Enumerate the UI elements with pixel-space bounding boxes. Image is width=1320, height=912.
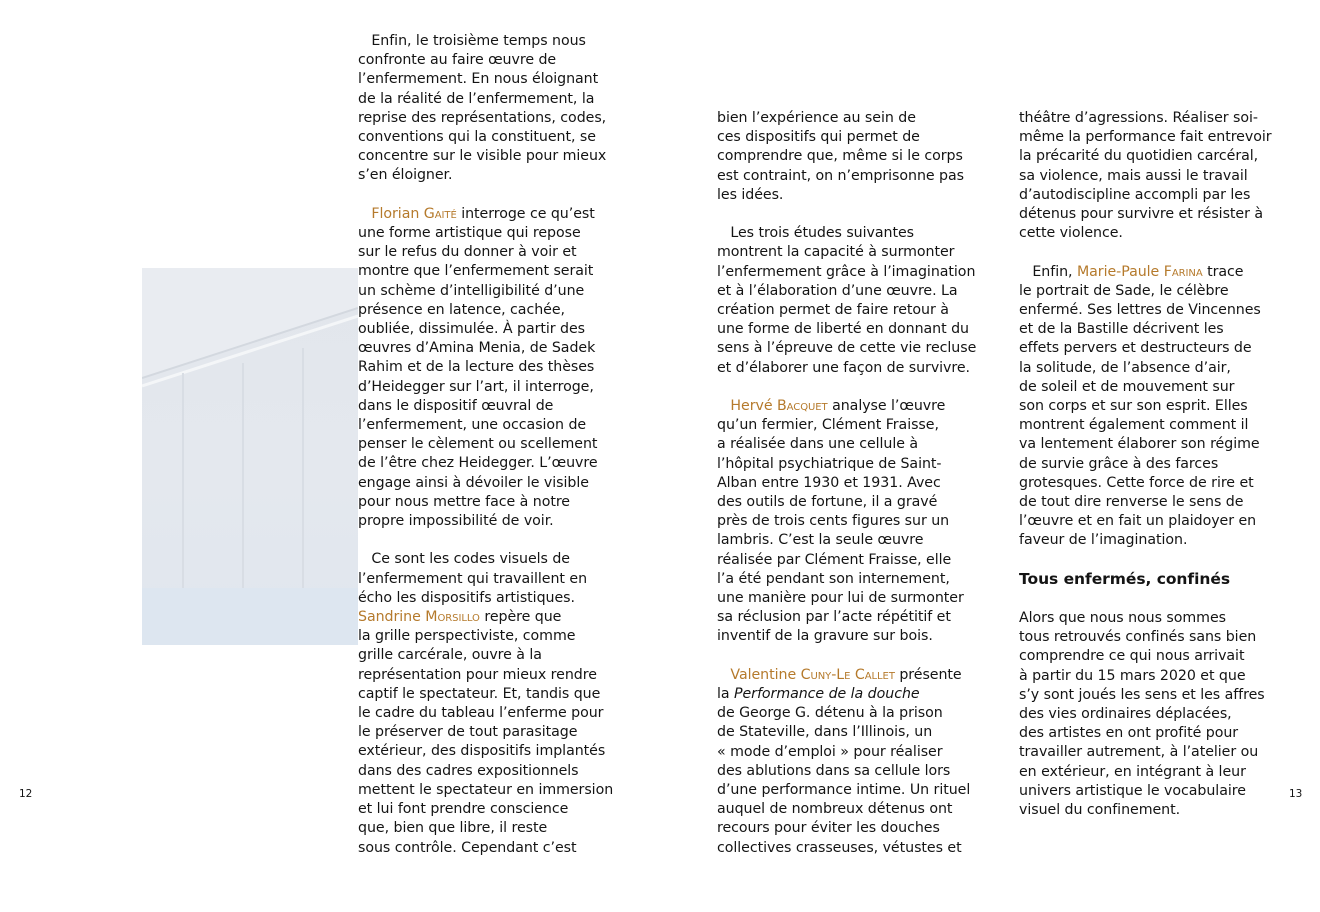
text-line: Alban entre 1930 et 1931. Avec — [717, 474, 941, 491]
paragraph — [717, 224, 976, 378]
text-line — [358, 205, 613, 224]
text-line: dans le dispositif œuvral de — [358, 397, 554, 414]
author-first-name: Hervé — [730, 398, 773, 415]
text-line: dans des cadres expositionnels — [358, 762, 579, 779]
text-line: Rahim et de la lecture des thèses — [358, 359, 595, 376]
paragraph — [1019, 609, 1272, 820]
section-heading: Tous enfermés, confinés — [1019, 569, 1230, 588]
text-line: réalisée par Clément Fraisse, elle — [717, 551, 952, 568]
text-line: va lentement élaborer son régime — [1019, 436, 1260, 453]
text-line: inventif de la gravure sur bois. — [717, 628, 933, 645]
text-line: de soleil et de mouvement sur — [1019, 378, 1235, 395]
text-column-1 — [358, 32, 613, 858]
text-line: et lui font prendre conscience — [358, 801, 569, 818]
text-fragment: présente — [894, 666, 962, 683]
text-line: travailler autrement, à l’atelier ou — [1019, 744, 1259, 761]
text-line: et de la Bastille décrivent les — [1019, 321, 1224, 338]
text-line: tous retrouvés confinés sans bien — [1019, 629, 1257, 646]
paragraph-body — [358, 627, 613, 857]
paragraph-body — [717, 704, 976, 858]
text-line: de la réalité de l’enfermement, la — [358, 90, 595, 107]
text-line: la précarité du quotidien carcéral, — [1019, 148, 1259, 165]
text-fragment: interroge ce qu’est — [456, 205, 595, 222]
author-last-name: Cuny-Le Callet — [800, 666, 895, 683]
text-line: l’enfermement grâce à l’imagination — [717, 263, 976, 280]
text-line: théâtre d’agressions. Réaliser soi- — [1019, 110, 1258, 126]
text-line: la solitude, de l’absence d’air, — [1019, 359, 1231, 376]
text-line: enfermé. Ses lettres de Vincennes — [1019, 302, 1261, 319]
text-line: et d’élaborer une façon de survivre. — [717, 359, 971, 376]
text-line — [717, 397, 976, 416]
author-name — [358, 609, 480, 625]
text-line: montrent la capacité à surmonter — [717, 244, 955, 261]
text-line: l’enfermement. En nous éloignant — [358, 71, 599, 88]
floor-area — [142, 588, 358, 645]
text-line: les idées. — [717, 186, 784, 203]
text-line: à partir du 15 mars 2020 et que — [1019, 667, 1246, 684]
paragraph-body — [358, 550, 613, 608]
author-last-name: Bacquet — [776, 398, 828, 415]
text-fragment: Enfin, — [1032, 263, 1077, 280]
artwork-title: Performance de la douche — [734, 686, 920, 703]
text-line: s’y sont joués les sens et les affres — [1019, 686, 1265, 703]
text-line: ces dispositifs qui permet de — [717, 129, 920, 146]
text-line: détenus pour survivre et résister à — [1019, 206, 1263, 223]
text-line: présence en latence, cachée, — [358, 301, 565, 318]
text-line: montre que l’enfermement serait — [358, 263, 594, 280]
text-fragment: analyse l’œuvre — [827, 398, 946, 415]
text-line: sens à l’épreuve de cette vie recluse — [717, 340, 977, 357]
paragraph — [717, 666, 976, 858]
text-line — [717, 685, 976, 704]
text-line: de survie grâce à des farces — [1019, 455, 1219, 472]
panel-line — [242, 363, 244, 593]
text-line: propre impossibilité de voir. — [358, 513, 554, 530]
text-line: sa violence, mais aussi le travail — [1019, 167, 1248, 184]
text-line: faveur de l’imagination. — [1019, 532, 1188, 549]
text-line: œuvres d’Amina Menia, de Sadek — [358, 340, 596, 357]
paragraph-body — [717, 416, 976, 646]
text-line: montrent également comment il — [1019, 417, 1249, 434]
author-first-name: Florian — [371, 205, 420, 222]
paragraph-body — [358, 224, 613, 531]
paragraph — [717, 397, 976, 647]
text-line: le portrait de Sade, le célèbre — [1019, 282, 1229, 299]
text-line: est contraint, on n’emprisonne pas — [717, 167, 964, 184]
text-line: Alors que nous nous sommes — [1019, 610, 1226, 627]
text-line: même la performance fait entrevoir — [1019, 129, 1272, 146]
text-line: que, bien que libre, il reste — [358, 820, 548, 837]
paragraph — [1019, 263, 1272, 551]
text-line: en extérieur, en intégrant à leur — [1019, 763, 1246, 780]
author-name — [371, 206, 456, 222]
text-line: Les trois études suivantes — [717, 225, 914, 242]
author-last-name: Morsillo — [425, 609, 480, 626]
text-line: lambris. C’est la seule œuvre — [717, 532, 924, 549]
text-line: le préserver de tout parasitage — [358, 724, 578, 741]
text-line: l’hôpital psychiatrique de Saint- — [717, 455, 942, 472]
text-line — [717, 666, 976, 685]
text-line: reprise des représentations, codes, — [358, 109, 607, 126]
interior-photo — [142, 268, 358, 645]
text-line: effets pervers et destructeurs de — [1019, 340, 1252, 357]
text-line: d’autodiscipline accompli par les — [1019, 186, 1251, 203]
author-name — [730, 667, 895, 683]
author-first-name: Marie-Paule — [1076, 263, 1160, 280]
text-line: Enfin, le troisième temps nous — [358, 33, 586, 49]
text-line: sur le refus du donner à voir et — [358, 244, 577, 261]
text-line: de Stateville, dans l’Illinois, un — [717, 724, 933, 741]
author-name — [1077, 264, 1203, 280]
text-line: oubliée, dissimulée. À partir des — [358, 321, 586, 338]
text-fragment: trace — [1202, 263, 1244, 280]
text-line: a réalisée dans une cellule à — [717, 436, 919, 453]
panel-line — [182, 373, 184, 593]
paragraph — [358, 550, 613, 857]
text-line: comprendre que, même si le corps — [717, 148, 963, 165]
text-line: représentation pour mieux rendre — [358, 666, 597, 683]
text-line: une forme de liberté en donnant du — [717, 321, 969, 338]
text-line: Ce sont les codes visuels de — [358, 551, 570, 568]
text-line — [1019, 263, 1272, 282]
paragraph — [358, 32, 613, 186]
text-line: grille carcérale, ouvre à la — [358, 647, 542, 664]
text-line: collectives crasseuses, vétustes et — [717, 839, 962, 856]
page-number-right: 13 — [1289, 788, 1303, 800]
text-line: des artistes en ont profité pour — [1019, 725, 1239, 742]
text-line — [358, 608, 613, 627]
author-first-name: Sandrine — [358, 609, 421, 626]
text-line: l’a été pendant son internement, — [717, 570, 950, 587]
text-line: penser le cèlement ou scellement — [358, 436, 598, 453]
text-fragment: repère que — [479, 609, 562, 626]
page-number-left: 12 — [19, 788, 33, 800]
text-line: des ablutions dans sa cellule lors — [717, 762, 951, 779]
text-line: qu’un fermier, Clément Fraisse, — [717, 417, 939, 434]
text-line: conventions qui la constituent, se — [358, 129, 596, 146]
text-line: la grille perspectiviste, comme — [358, 628, 576, 645]
author-last-name: Farina — [1163, 263, 1203, 280]
text-line: « mode d’emploi » pour réaliser — [717, 743, 943, 760]
text-line: écho les dispositifs artistiques. — [358, 589, 575, 606]
text-line: l’œuvre et en fait un plaidoyer en — [1019, 513, 1257, 530]
text-line: des outils de fortune, il a gravé — [717, 494, 938, 511]
text-line: le cadre du tableau l’enferme pour — [358, 705, 604, 722]
text-line: bien l’expérience au sein de — [717, 110, 916, 126]
text-line: visuel du confinement. — [1019, 802, 1181, 819]
ceiling-plane — [142, 268, 358, 378]
text-line: univers artistique le vocabulaire — [1019, 782, 1246, 799]
text-line: de l’être chez Heidegger. L’œuvre — [358, 455, 598, 472]
text-column-3 — [1019, 109, 1272, 820]
text-line: de George G. détenu à la prison — [717, 705, 943, 722]
text-line: création permet de faire retour à — [717, 302, 949, 319]
paragraph — [717, 109, 976, 205]
author-last-name: Gaité — [423, 205, 457, 222]
text-line: confronte au faire œuvre de — [358, 52, 557, 69]
text-line: une forme artistique qui repose — [358, 225, 581, 242]
photo-drawing — [142, 268, 358, 645]
text-line: d’Heidegger sur l’art, il interroge, — [358, 378, 594, 395]
text-line: sa réclusion par l’acte répétitif et — [717, 609, 951, 626]
text-line: près de trois cents figures sur un — [717, 513, 950, 530]
text-line: cette violence. — [1019, 225, 1123, 242]
text-line: une manière pour lui de surmonter — [717, 590, 964, 607]
text-line: comprendre ce qui nous arrivait — [1019, 648, 1245, 665]
text-line: s’en éloigner. — [358, 167, 453, 184]
text-line: concentre sur le visible pour mieux — [358, 148, 607, 165]
text-line: pour nous mettre face à notre — [358, 493, 570, 510]
text-line: l’enfermement qui travaillent en — [358, 570, 588, 587]
text-line: recours pour éviter les douches — [717, 820, 940, 837]
text-line: d’une performance intime. Un rituel — [717, 782, 971, 799]
text-line: sous contrôle. Cependant c’est — [358, 839, 577, 856]
text-line: et à l’élaboration d’une œuvre. La — [717, 282, 958, 299]
text-line: l’enfermement, une occasion de — [358, 417, 587, 434]
text-line: un schème d’intelligibilité d’une — [358, 282, 585, 299]
paragraph — [358, 205, 613, 531]
text-column-2 — [717, 109, 976, 858]
text-line: captif le spectateur. Et, tandis que — [358, 685, 601, 702]
paragraph — [1019, 109, 1272, 243]
text-line: auquel de nombreux détenus ont — [717, 801, 953, 818]
text-line: de tout dire renverse le sens de — [1019, 494, 1244, 511]
text-line: grotesques. Cette force de rire et — [1019, 474, 1254, 491]
author-first-name: Valentine — [730, 666, 797, 683]
text-fragment: la — [717, 686, 734, 703]
author-name — [730, 398, 827, 414]
paragraph-body — [1019, 282, 1272, 551]
text-line: extérieur, des dispositifs implantés — [358, 743, 606, 760]
text-line: des vies ordinaires déplacées, — [1019, 706, 1232, 723]
panel-line — [302, 348, 304, 598]
text-line: son corps et sur son esprit. Elles — [1019, 398, 1248, 415]
text-line: mettent le spectateur en immersion — [358, 781, 614, 798]
text-line: engage ainsi à dévoiler le visible — [358, 474, 589, 491]
